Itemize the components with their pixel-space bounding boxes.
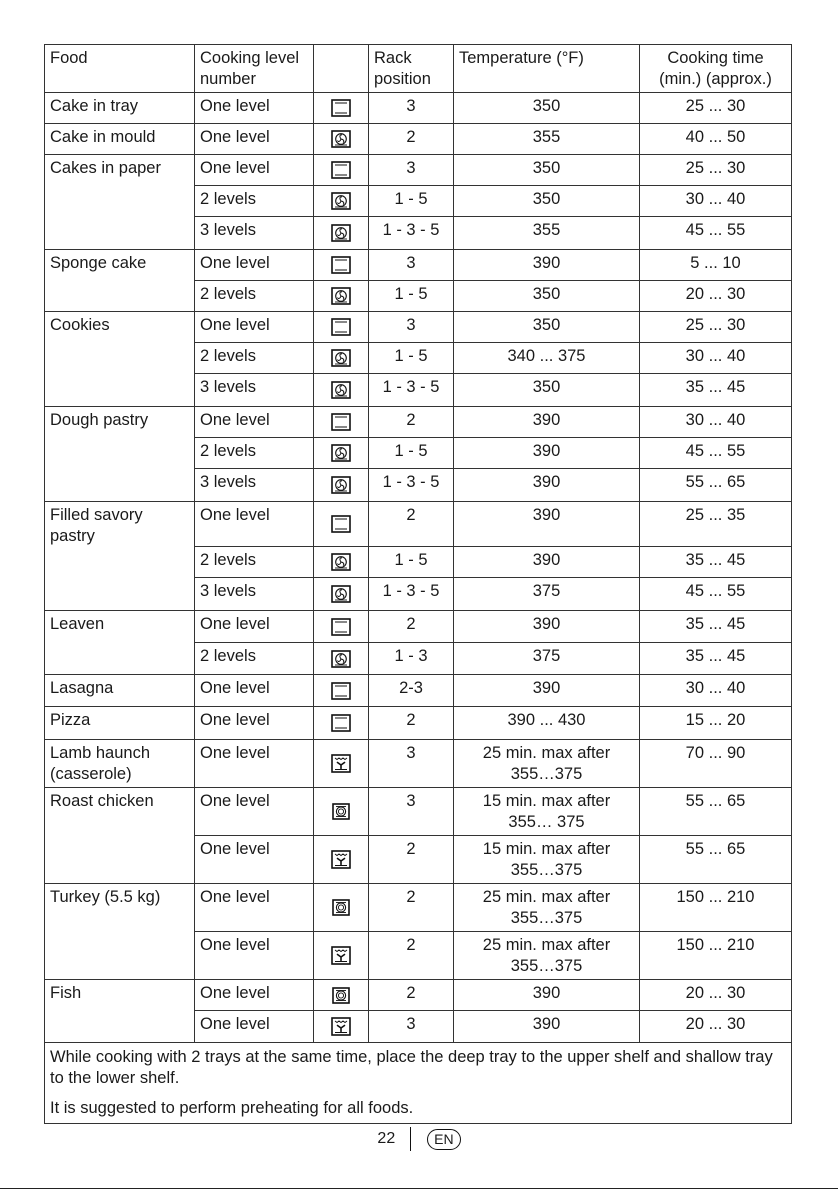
table-row [45, 93, 792, 124]
temperature-cell: 390 [454, 675, 640, 707]
table-row [45, 707, 792, 740]
page-number: 22 [377, 1130, 396, 1147]
rack-position-cell: 2 [369, 611, 454, 643]
rack-position-cell: 3 [369, 788, 454, 836]
mode-cell [314, 407, 369, 438]
cooking-level-cell: 3 levels [195, 578, 314, 611]
rack-position-cell: 2 [369, 980, 454, 1011]
cooking-time-cell: 35 ... 45 [640, 374, 792, 407]
cooking-level-cell: 3 levels [195, 374, 314, 407]
cooking-time-cell: 5 ... 10 [640, 250, 792, 281]
rack-position-cell: 3 [369, 312, 454, 343]
fan-oven-icon [331, 650, 351, 668]
temperature-cell: 390 [454, 469, 640, 502]
mode-cell [314, 124, 369, 155]
food-cell: Filled savory pastry [45, 502, 195, 611]
temperature-cell: 350 [454, 93, 640, 124]
temperature-cell: 390 [454, 980, 640, 1011]
cooking-level-cell: 2 levels [195, 643, 314, 675]
temperature-cell: 390 ... 430 [454, 707, 640, 740]
mode-cell [314, 374, 369, 407]
temperature-cell: 390 [454, 1011, 640, 1043]
cooking-time-cell: 35 ... 45 [640, 643, 792, 675]
table-row [45, 980, 792, 1011]
temperature-cell: 390 [454, 250, 640, 281]
cooking-time-cell: 45 ... 55 [640, 217, 792, 250]
rack-position-cell: 3 [369, 93, 454, 124]
mode-cell [314, 547, 369, 578]
food-cell: Cookies [45, 312, 195, 407]
mode-cell [314, 186, 369, 217]
cooking-time-cell: 45 ... 55 [640, 578, 792, 611]
cooking-time-cell: 55 ... 65 [640, 788, 792, 836]
fan-grill-icon [331, 754, 351, 773]
cooking-time-cell: 30 ... 40 [640, 343, 792, 374]
rack-position-cell: 2 [369, 407, 454, 438]
fan-grill-icon [331, 946, 351, 965]
rack-position-cell: 2-3 [369, 675, 454, 707]
fan-oven-icon [331, 585, 351, 603]
table-row [45, 884, 792, 932]
static-oven-icon [331, 515, 351, 533]
cooking-level-cell: 2 levels [195, 281, 314, 312]
fan-oven-icon [331, 192, 351, 210]
cooking-time-cell: 150 ... 210 [640, 932, 792, 980]
cooking-level-cell: One level [195, 124, 314, 155]
rack-position-cell: 2 [369, 932, 454, 980]
note-trays: While cooking with 2 trays at the same time, place the deep tray to the upper shelf and shallow tray to the lower shelf. [50, 1048, 773, 1087]
static-oven-icon [331, 618, 351, 636]
static-oven-icon [331, 161, 351, 179]
mode-cell [314, 438, 369, 469]
fan-grill-icon [331, 1017, 351, 1036]
static-oven-icon [331, 682, 351, 700]
food-cell: Roast chicken [45, 788, 195, 884]
mode-cell [314, 155, 369, 186]
header-mode [314, 45, 369, 93]
temperature-cell: 15 min. max after 355… 375 [454, 788, 640, 836]
temperature-cell: 350 [454, 186, 640, 217]
food-cell: Cake in mould [45, 124, 195, 155]
cooking-time-cell: 25 ... 35 [640, 502, 792, 547]
temperature-cell: 390 [454, 502, 640, 547]
cooking-level-cell: One level [195, 707, 314, 740]
fan-oven-icon [331, 287, 351, 305]
mode-cell [314, 93, 369, 124]
cooking-time-cell: 15 ... 20 [640, 707, 792, 740]
cooking-time-cell: 45 ... 55 [640, 438, 792, 469]
static-oven-icon [331, 413, 351, 431]
fan-oven-icon [331, 444, 351, 462]
food-cell: Lamb haunch (casserole) [45, 740, 195, 788]
temperature-cell: 390 [454, 438, 640, 469]
cooking-level-cell: One level [195, 675, 314, 707]
notes-row [45, 1043, 792, 1124]
rack-position-cell: 2 [369, 884, 454, 932]
fan-oven-icon [331, 224, 351, 242]
cooking-level-cell: 3 levels [195, 217, 314, 250]
temperature-cell: 390 [454, 611, 640, 643]
fan-oven-icon [331, 476, 351, 494]
mode-cell [314, 217, 369, 250]
rack-position-cell: 2 [369, 707, 454, 740]
cooking-time-cell: 40 ... 50 [640, 124, 792, 155]
mode-cell [314, 836, 369, 884]
static-oven-icon [331, 714, 351, 732]
rack-position-cell: 1 - 5 [369, 343, 454, 374]
mode-cell [314, 707, 369, 740]
static-oven-icon [331, 99, 351, 117]
food-cell: Sponge cake [45, 250, 195, 312]
mode-cell [314, 343, 369, 374]
table-row [45, 788, 792, 836]
fan-element-icon [332, 987, 350, 1004]
mode-cell [314, 1011, 369, 1043]
cooking-level-cell: 2 levels [195, 186, 314, 217]
table-row [45, 155, 792, 186]
language-badge: EN [427, 1129, 460, 1150]
mode-cell [314, 502, 369, 547]
temperature-cell: 355 [454, 217, 640, 250]
temperature-cell: 25 min. max after 355…375 [454, 932, 640, 980]
cooking-time-cell: 25 ... 30 [640, 155, 792, 186]
fan-oven-icon [331, 381, 351, 399]
cooking-time-cell: 20 ... 30 [640, 980, 792, 1011]
cooking-level-cell: 2 levels [195, 438, 314, 469]
rack-position-cell: 2 [369, 836, 454, 884]
table-row [45, 124, 792, 155]
fan-element-icon [332, 803, 350, 820]
rack-position-cell: 3 [369, 1011, 454, 1043]
notes-cell [45, 1043, 792, 1124]
food-cell: Pizza [45, 707, 195, 740]
food-cell: Cakes in paper [45, 155, 195, 250]
temperature-cell: 375 [454, 578, 640, 611]
cooking-level-cell: 2 levels [195, 343, 314, 374]
cooking-level-cell: One level [195, 155, 314, 186]
cooking-level-cell: One level [195, 611, 314, 643]
temperature-cell: 350 [454, 312, 640, 343]
rack-position-cell: 1 - 3 - 5 [369, 374, 454, 407]
cooking-level-cell: One level [195, 407, 314, 438]
rack-position-cell: 3 [369, 250, 454, 281]
mode-cell [314, 250, 369, 281]
temperature-cell: 350 [454, 374, 640, 407]
temperature-cell: 15 min. max after 355…375 [454, 836, 640, 884]
cooking-level-cell: 3 levels [195, 469, 314, 502]
page-footer [0, 1127, 838, 1151]
fan-oven-icon [331, 349, 351, 367]
table-row [45, 502, 792, 547]
food-cell: Turkey (5.5 kg) [45, 884, 195, 980]
cooking-level-cell: One level [195, 884, 314, 932]
header-cooking-time: Cooking time (min.) (approx.) [640, 45, 792, 93]
header-cooking-level: Cooking level number [195, 45, 314, 93]
food-cell: Cake in tray [45, 93, 195, 124]
header-rack: Rack position [369, 45, 454, 93]
cooking-level-cell: One level [195, 93, 314, 124]
fan-oven-icon [331, 553, 351, 571]
cooking-level-cell: One level [195, 740, 314, 788]
table-row [45, 407, 792, 438]
food-cell: Lasagna [45, 675, 195, 707]
cooking-time-cell: 55 ... 65 [640, 469, 792, 502]
mode-cell [314, 980, 369, 1011]
cooking-time-cell: 20 ... 30 [640, 1011, 792, 1043]
cooking-time-cell: 70 ... 90 [640, 740, 792, 788]
rack-position-cell: 3 [369, 155, 454, 186]
rack-position-cell: 1 - 5 [369, 281, 454, 312]
fan-oven-icon [331, 130, 351, 148]
food-cell: Dough pastry [45, 407, 195, 502]
mode-cell [314, 788, 369, 836]
cooking-time-cell: 30 ... 40 [640, 407, 792, 438]
fan-element-icon [332, 899, 350, 916]
food-cell: Fish [45, 980, 195, 1043]
static-oven-icon [331, 256, 351, 274]
temperature-cell: 390 [454, 547, 640, 578]
rack-position-cell: 1 - 5 [369, 547, 454, 578]
temperature-cell: 350 [454, 281, 640, 312]
footer-divider [410, 1127, 411, 1151]
header-temperature: Temperature (°F) [454, 45, 640, 93]
mode-cell [314, 312, 369, 343]
mode-cell [314, 469, 369, 502]
mode-cell [314, 281, 369, 312]
temperature-cell: 355 [454, 124, 640, 155]
cooking-time-cell: 25 ... 30 [640, 312, 792, 343]
cooking-level-cell: One level [195, 836, 314, 884]
static-oven-icon [331, 318, 351, 336]
cooking-level-cell: One level [195, 312, 314, 343]
table-row [45, 250, 792, 281]
rack-position-cell: 1 - 5 [369, 186, 454, 217]
cooking-level-cell: One level [195, 250, 314, 281]
cooking-level-cell: One level [195, 1011, 314, 1043]
temperature-cell: 375 [454, 643, 640, 675]
table-row [45, 675, 792, 707]
cooking-time-cell: 25 ... 30 [640, 93, 792, 124]
cooking-time-cell: 30 ... 40 [640, 675, 792, 707]
cooking-time-cell: 20 ... 30 [640, 281, 792, 312]
cooking-time-cell: 35 ... 45 [640, 547, 792, 578]
mode-cell [314, 675, 369, 707]
temperature-cell: 25 min. max after 355…375 [454, 884, 640, 932]
note-preheating: It is suggested to perform preheating for all foods. [50, 1099, 414, 1117]
temperature-cell: 350 [454, 155, 640, 186]
rack-position-cell: 3 [369, 740, 454, 788]
table-row [45, 312, 792, 343]
cooking-level-cell: One level [195, 980, 314, 1011]
mode-cell [314, 884, 369, 932]
mode-cell [314, 611, 369, 643]
cooking-time-cell: 150 ... 210 [640, 884, 792, 932]
cooking-level-cell: One level [195, 502, 314, 547]
cooking-table [44, 44, 792, 1124]
table-row [45, 740, 792, 788]
cooking-level-cell: One level [195, 932, 314, 980]
rack-position-cell: 2 [369, 124, 454, 155]
mode-cell [314, 740, 369, 788]
cooking-level-cell: One level [195, 788, 314, 836]
mode-cell [314, 578, 369, 611]
rack-position-cell: 1 - 3 - 5 [369, 217, 454, 250]
food-cell: Leaven [45, 611, 195, 675]
temperature-cell: 390 [454, 407, 640, 438]
page-bottom-rule [0, 1188, 838, 1189]
table-header-row [45, 45, 792, 93]
rack-position-cell: 2 [369, 502, 454, 547]
header-food: Food [45, 45, 195, 93]
rack-position-cell: 1 - 3 - 5 [369, 469, 454, 502]
cooking-time-cell: 30 ... 40 [640, 186, 792, 217]
fan-grill-icon [331, 850, 351, 869]
cooking-time-cell: 35 ... 45 [640, 611, 792, 643]
mode-cell [314, 643, 369, 675]
cooking-level-cell: 2 levels [195, 547, 314, 578]
temperature-cell: 340 ... 375 [454, 343, 640, 374]
table-row [45, 611, 792, 643]
rack-position-cell: 1 - 3 [369, 643, 454, 675]
cooking-time-cell: 55 ... 65 [640, 836, 792, 884]
mode-cell [314, 932, 369, 980]
rack-position-cell: 1 - 5 [369, 438, 454, 469]
rack-position-cell: 1 - 3 - 5 [369, 578, 454, 611]
temperature-cell: 25 min. max after 355…375 [454, 740, 640, 788]
